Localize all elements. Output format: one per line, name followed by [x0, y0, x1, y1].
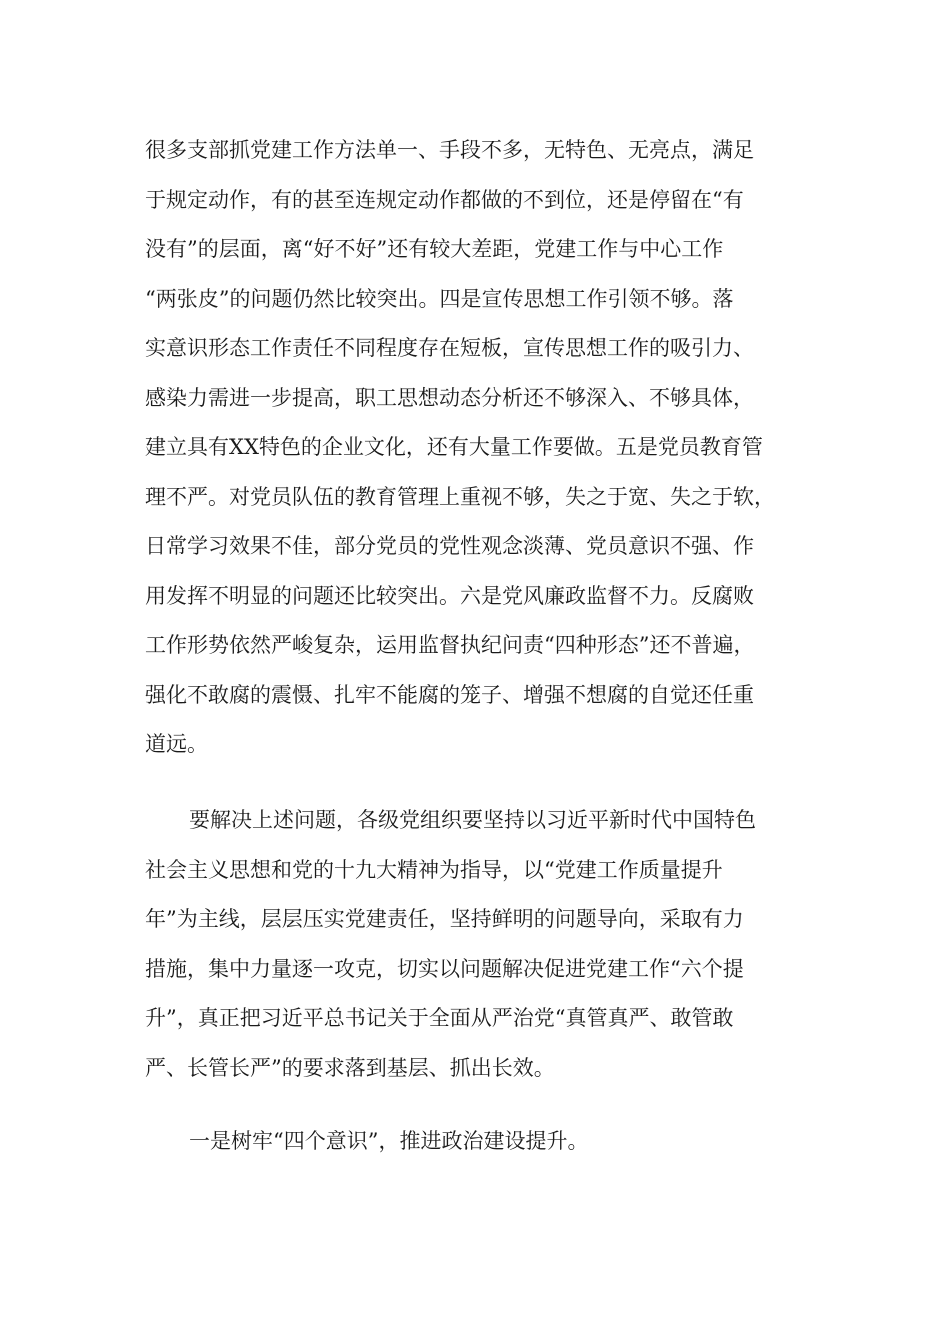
text-line: 建立具有XX特色的企业文化，还有大量工作要做。五是党员教育管: [145, 435, 763, 459]
text-line: 于规定动作，有的甚至连规定动作都做的不到位，还是停留在“有: [145, 187, 744, 212]
body-paragraph-problems: [145, 126, 810, 770]
text-line: 一是树牢“四个意识”，推进政治建设提升。: [189, 1129, 589, 1153]
text-line: 感染力需进一步提高，职工思想动态分析还不够深入、不够具体，: [145, 385, 754, 410]
text-line: 措施，集中力量逐一攻克，切实以问题解决促进党建工作“六个提: [145, 956, 744, 981]
text-line: 强化不敢腐的震慑、扎牢不能腐的笼子、增强不想腐的自觉还任重: [145, 682, 754, 707]
text-line: “两张皮”的问题仍然比较突出。四是宣传思想工作引领不够。落: [145, 286, 734, 311]
section-heading-paragraph: [145, 1117, 810, 1167]
text-line: 升”，真正把习近平总书记关于全面从严治党“真管真严、敢管敢: [145, 1006, 734, 1030]
text-line: 实意识形态工作责任不同程度存在短板，宣传思想工作的吸引力、: [145, 336, 754, 360]
body-paragraph-solutions: [145, 796, 810, 1093]
text-line: 社会主义思想和党的十九大精神为指导，以“党建工作质量提升: [145, 857, 723, 882]
text-line: 没有”的层面，离“好不好”还有较大差距，党建工作与中心工作: [145, 237, 724, 261]
text-line: 用发挥不明显的问题还比较突出。六是党风廉政监督不力。反腐败: [145, 583, 754, 608]
text-line: 很多支部抓党建工作方法单一、手段不多，无特色、无亮点，满足: [145, 138, 754, 162]
text-line: 日常学习效果不佳，部分党员的党性观念淡薄、党员意识不强、作: [145, 534, 754, 558]
text-line: 要解决上述问题，各级党组织要坚持以习近平新时代中国特色: [189, 808, 756, 832]
text-line: 道远。: [145, 732, 208, 756]
text-line: 工作形势依然严峻复杂，运用监督执纪问责“四种形态”还不普遍，: [145, 633, 755, 657]
text-line: 严、长管长严”的要求落到基层、抓出长效。: [145, 1055, 555, 1080]
text-line: 理不严。对党员队伍的教育管理上重视不够，失之于宽、失之于软，: [145, 484, 775, 509]
text-line: 年”为主线，层层压实党建责任，坚持鲜明的问题导向，采取有力: [145, 907, 744, 931]
